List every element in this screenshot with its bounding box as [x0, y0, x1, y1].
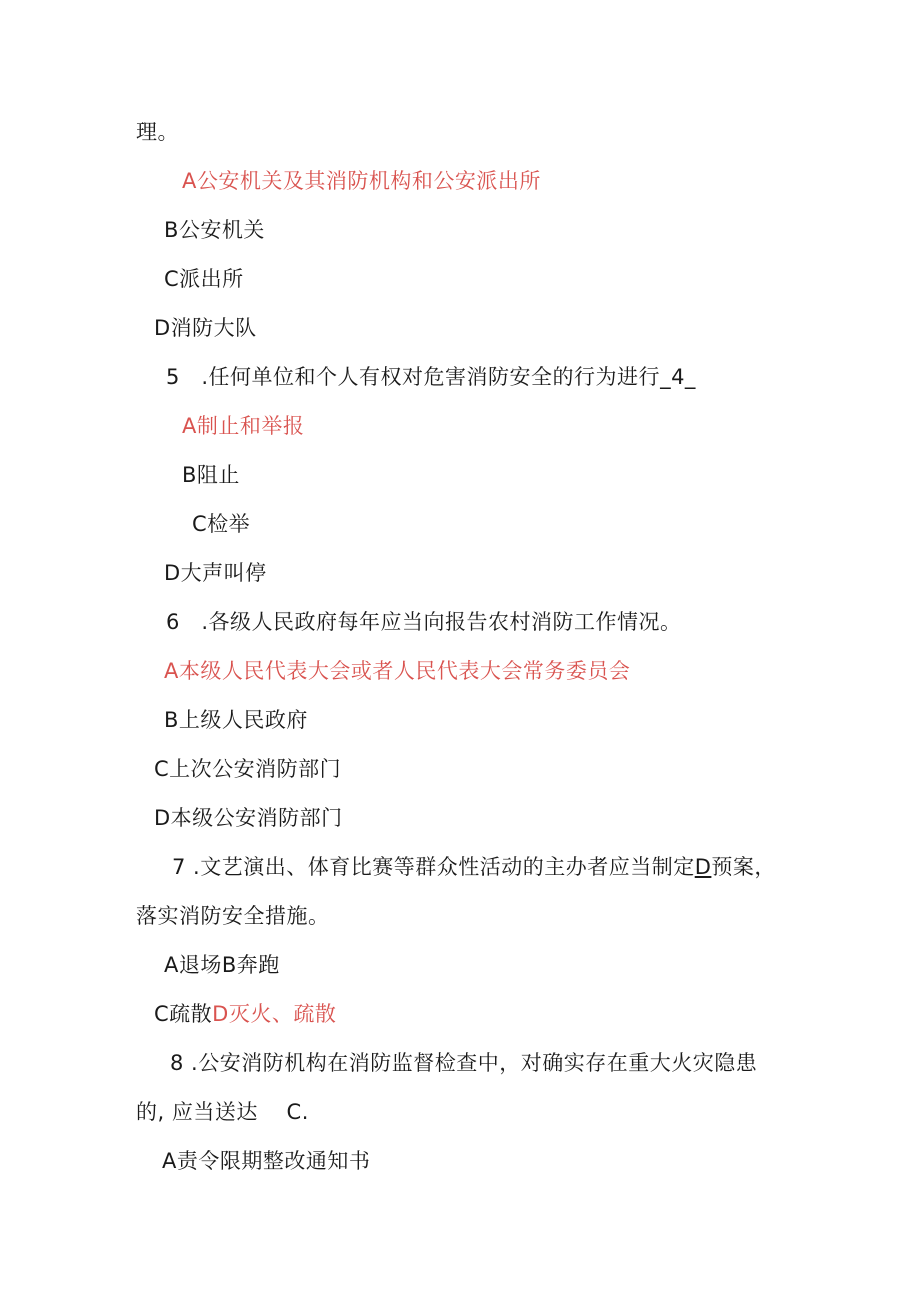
- option-a-correct: A公安机关及其消防机构和公安派出所: [182, 169, 541, 193]
- option-d-correct: D灭火、疏散: [212, 1002, 337, 1026]
- option-c: C疏散: [154, 1002, 213, 1026]
- option-c: C派出所: [164, 267, 244, 291]
- question-8-continued: 的, 应当送达 C.: [136, 1100, 309, 1124]
- option-b: B上级人民政府: [164, 708, 308, 732]
- answer-letter: D: [694, 855, 712, 879]
- question-6: 6 .各级人民政府每年应当向报告农村消防工作情况。: [166, 610, 682, 634]
- question-5: [166, 363, 696, 391]
- option-d: D大声叫停: [164, 561, 267, 585]
- question-text-end: 预案，: [711, 855, 776, 879]
- question-text: 7 .文艺演出、体育比赛等群众性活动的主办者应当制定: [172, 855, 695, 879]
- question-8: 8 .公安消防机构在消防监督检查中，对确实存在重大火灾隐患: [170, 1051, 758, 1075]
- options-c-d: [154, 1000, 336, 1028]
- text-line: 理。: [136, 120, 179, 144]
- question-7: [172, 853, 776, 881]
- answer-blank: _4_: [660, 365, 696, 389]
- option-a: A责令限期整改通知书: [162, 1149, 371, 1173]
- options-a-b: A退场B奔跑: [164, 953, 280, 977]
- question-7-continued: 落实消防安全措施。: [136, 904, 330, 928]
- option-a-correct: A本级人民代表大会或者人民代表大会常务委员会: [164, 659, 631, 683]
- option-c: C检举: [192, 512, 251, 536]
- option-d: D本级公安消防部门: [154, 806, 343, 830]
- option-b: B阻止: [182, 463, 240, 487]
- option-c: C上次公安消防部门: [154, 757, 342, 781]
- option-d: D消防大队: [154, 316, 257, 340]
- question-text: 5 .任何单位和个人有权对危害消防安全的行为进行: [166, 365, 661, 389]
- option-a-correct: A制止和举报: [182, 414, 305, 438]
- option-b: B公安机关: [164, 218, 265, 242]
